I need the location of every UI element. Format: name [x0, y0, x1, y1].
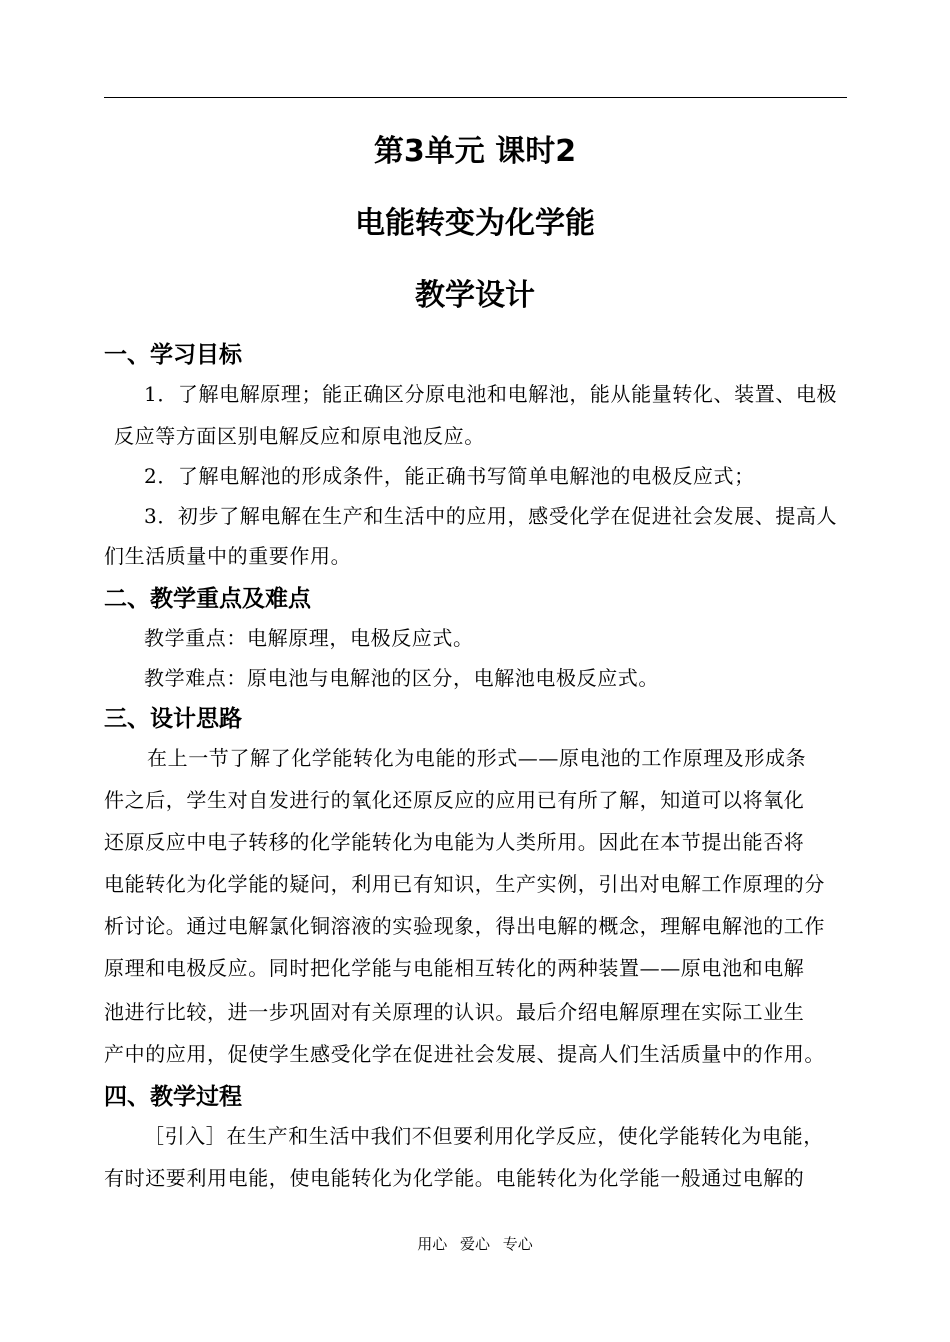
design-line: 原理和电极反应。同时把化学能与电能相互转化的两种装置——原电池和电解 — [104, 956, 805, 980]
section-heading-keypoints: 二、教学重点及难点 — [104, 586, 311, 612]
process-line: 有时还要利用电能，使电能转化为化学能。电能转化为化学能一般通过电解的 — [104, 1166, 805, 1190]
design-line: 析讨论。通过电解氯化铜溶液的实验现象，得出电解的概念，理解电解池的工作 — [104, 914, 825, 938]
keypoint-line: 教学难点：原电池与电解池的区分，电解池电极反应式。 — [144, 666, 659, 690]
design-line: 电能转化为化学能的疑问，利用已有知识，生产实例，引出对电解工作原理的分 — [104, 872, 825, 896]
design-title: 教学设计 — [415, 278, 535, 313]
section-heading-design: 三、设计思路 — [104, 706, 242, 732]
goal-line: 1．了解电解原理；能正确区分原电池和电解池，能从能量转化、装置、电极 — [144, 382, 838, 406]
goal-line: 2．了解电解池的形成条件，能正确书写简单电解池的电极反应式； — [144, 464, 755, 488]
goal-line: 反应等方面区别电解反应和原电池反应。 — [114, 424, 485, 448]
design-line: 还原反应中电子转移的化学能转化为电能为人类所用。因此在本节提出能否将 — [104, 830, 805, 854]
design-line: 池进行比较，进一步巩固对有关原理的认识。最后介绍电解原理在实际工业生 — [104, 1000, 805, 1024]
page-footer: 用心 爱心 专心 — [417, 1235, 533, 1253]
goal-line: 3．初步了解电解在生产和生活中的应用，感受化学在促进社会发展、提高人 — [144, 504, 838, 528]
design-line: 件之后，学生对自发进行的氧化还原反应的应用已有所了解，知道可以将氧化 — [104, 788, 805, 812]
design-line: 产中的应用，促使学生感受化学在促进社会发展、提高人们生活质量中的作用。 — [104, 1042, 825, 1066]
design-line: 在上一节了解了化学能转化为电能的形式——原电池的工作原理及形成条 — [147, 746, 807, 770]
header-rule — [104, 97, 847, 98]
section-heading-goals: 一、学习目标 — [104, 342, 242, 368]
section-heading-process: 四、教学过程 — [104, 1084, 242, 1110]
goal-line: 们生活质量中的重要作用。 — [104, 544, 352, 568]
topic-title: 电能转变为化学能 — [355, 206, 595, 241]
unit-title: 第3单元 课时2 — [373, 134, 577, 169]
process-line: ［引入］在生产和生活中我们不但要利用化学反应，使化学能转化为电能， — [144, 1124, 824, 1148]
keypoint-line: 教学重点：电解原理，电极反应式。 — [144, 626, 474, 650]
